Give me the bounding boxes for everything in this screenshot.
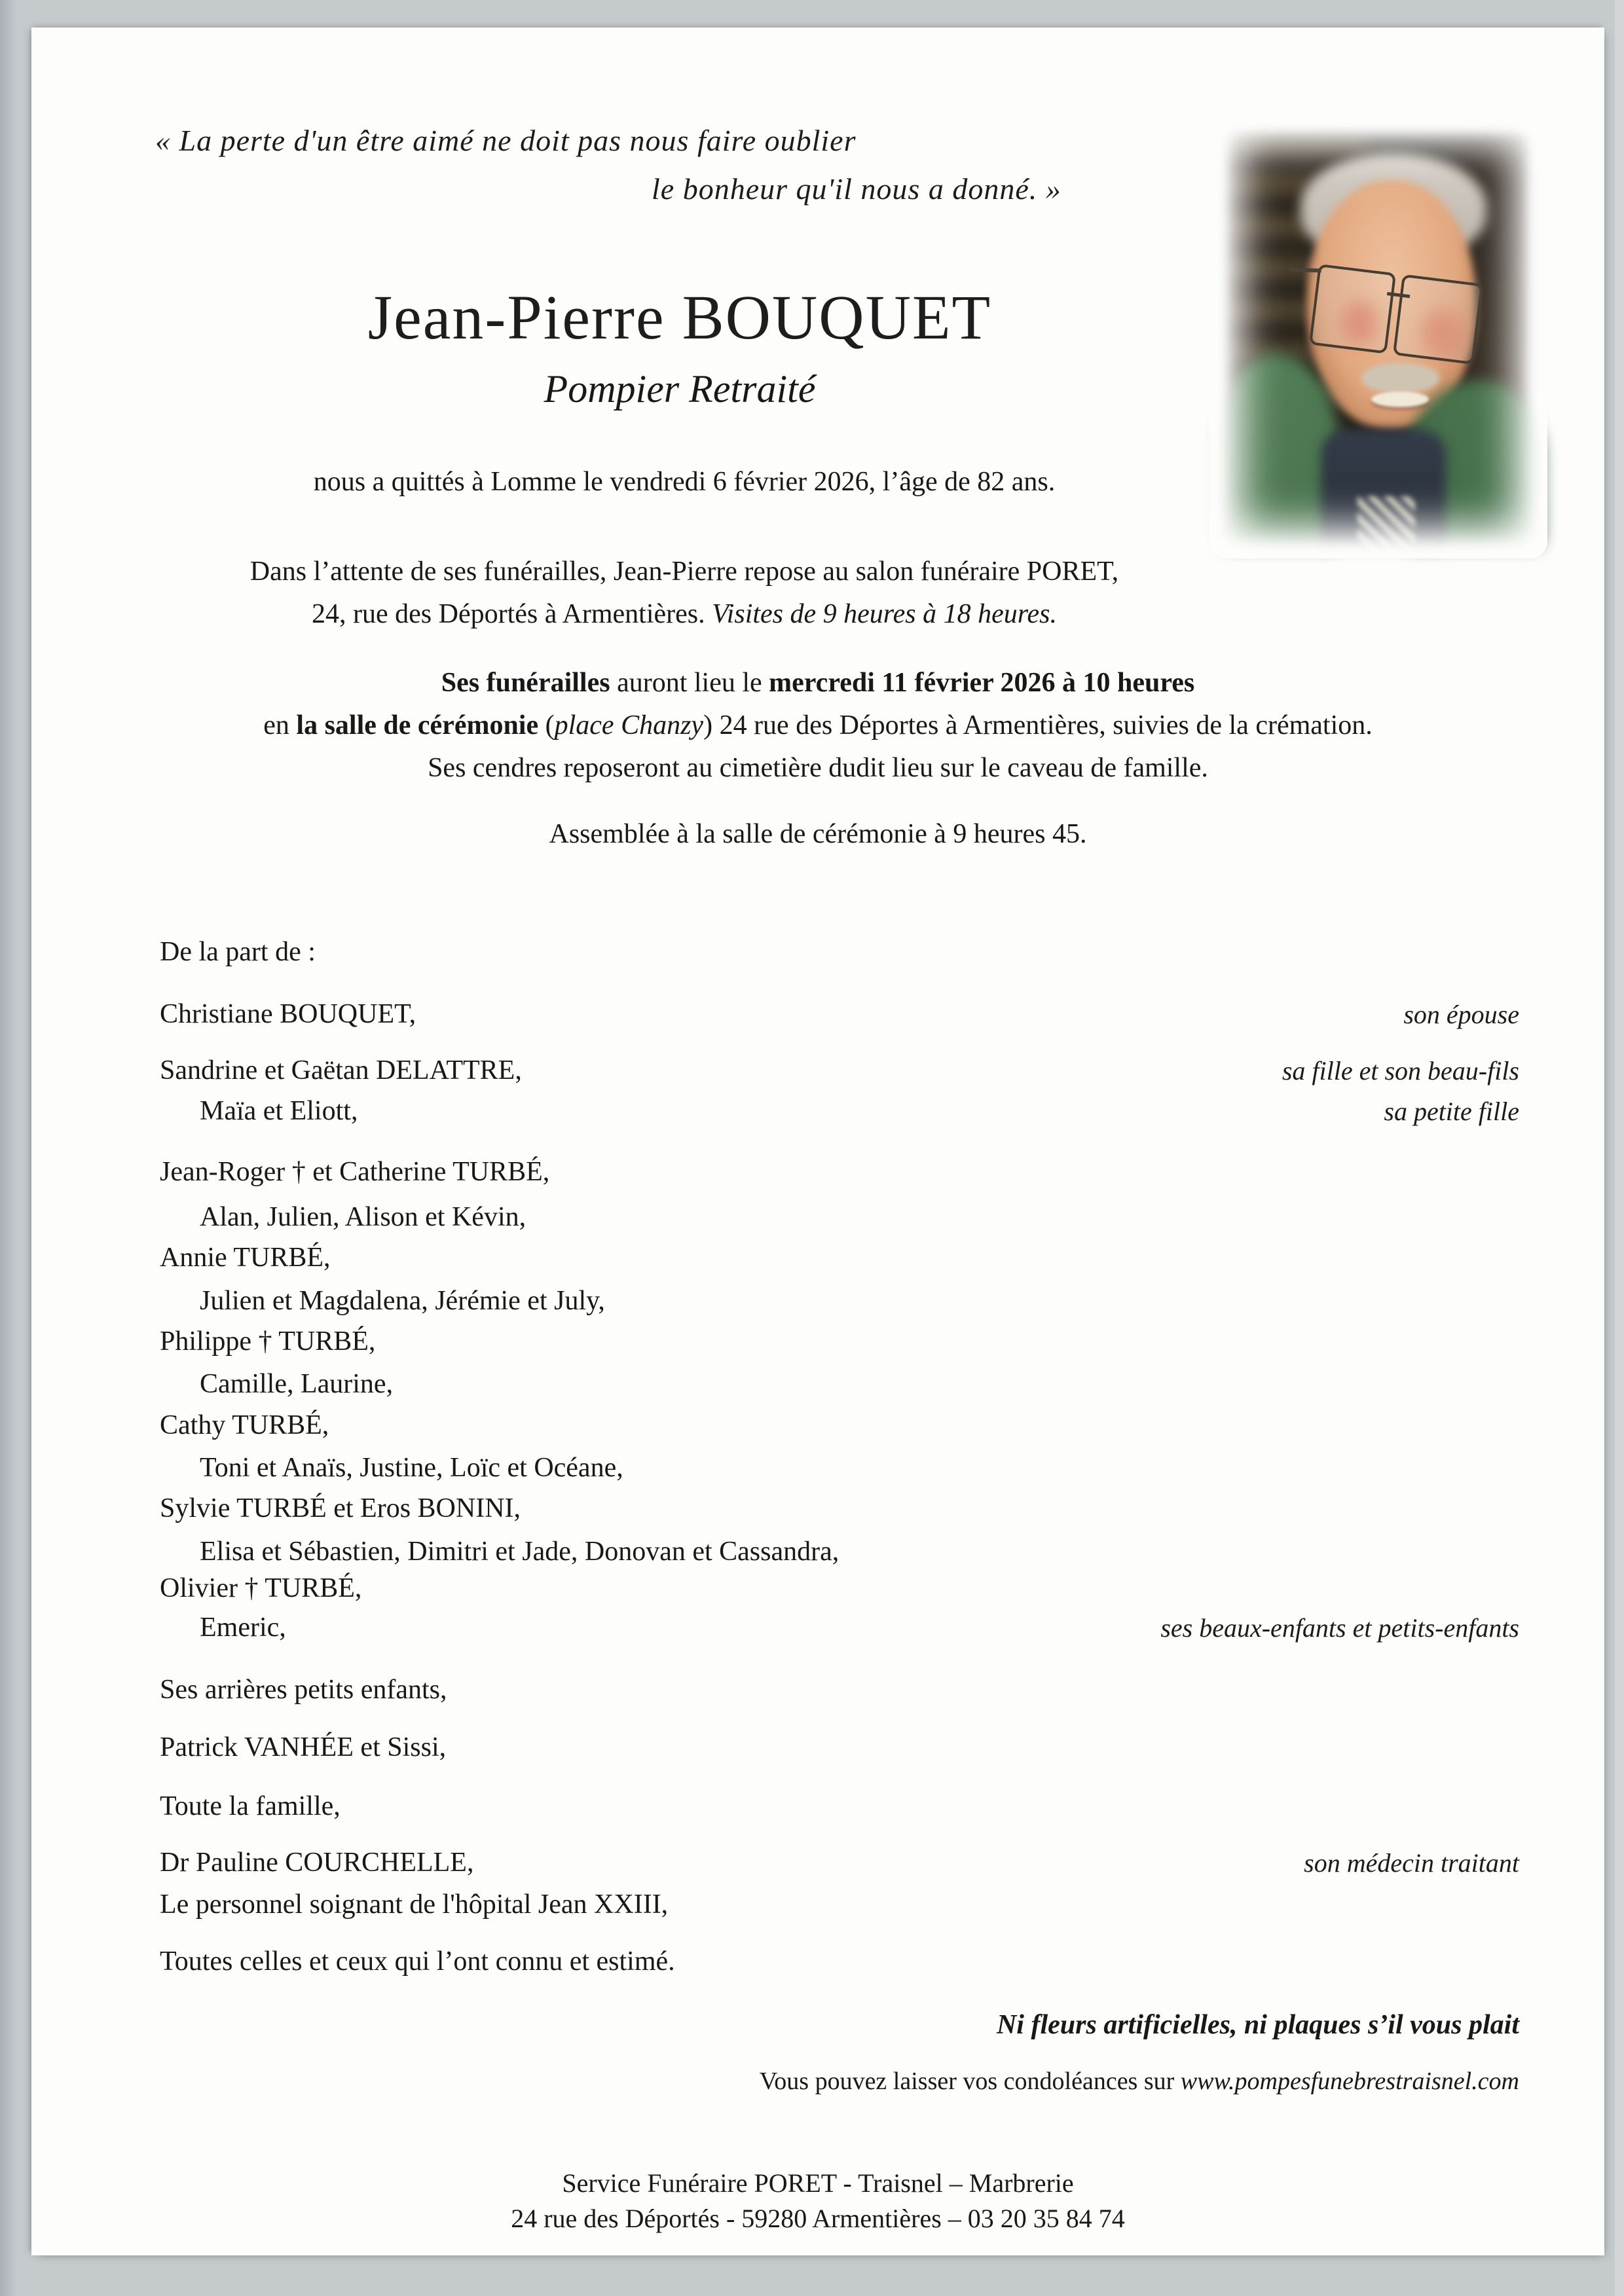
family-line: Alan, Julien, Alison et Kévin, [200, 1202, 526, 1232]
family-line: Maïa et Eliott, [200, 1096, 358, 1126]
family-line: Patrick VANHÉE et Sissi, [160, 1732, 447, 1762]
announcement-page [31, 27, 1604, 2255]
family-line: Dr Pauline COURCHELLE, [160, 1848, 474, 1878]
family-line: Philippe † TURBÉ, [160, 1326, 376, 1357]
family-line: Annie TURBÉ, [160, 1243, 331, 1273]
condolences-website: www.pompesfunebrestraisnel.com [1180, 2068, 1519, 2095]
family-line: Cathy TURBÉ, [160, 1410, 329, 1440]
family-line: Christiane BOUQUET, [160, 999, 416, 1029]
ashes-line: Ses cendres reposeront au cimetière dudit lieu sur le caveau de famille. [428, 753, 1208, 783]
family-line: Ses arrières petits enfants, [160, 1675, 447, 1705]
family-line: Sylvie TURBÉ et Eros BONINI, [160, 1493, 521, 1523]
relationship-annotation: ses beaux-enfants et petits-enfants [1160, 1613, 1519, 1643]
scanner-background-left-edge [0, 0, 17, 2296]
relationship-annotation: sa petite fille [1384, 1097, 1519, 1126]
assembly-line: Assemblée à la salle de cérémonie à 9 heures 45. [549, 819, 1087, 849]
family-line: Toutes celles et ceux qui l’ont connu et estimé. [160, 1946, 675, 1977]
deceased-name: Jean-Pierre BOUQUET [367, 282, 992, 352]
memorial-quote-line-2: le bonheur qu'il nous a donné. » [652, 172, 1061, 206]
family-line: Toni et Anaïs, Justine, Loïc et Océane, [200, 1453, 623, 1483]
family-line: Camille, Laurine, [200, 1369, 394, 1399]
family-line: Julien et Magdalena, Jérémie et July, [200, 1286, 605, 1316]
family-line: Jean-Roger † et Catherine TURBÉ, [160, 1157, 550, 1187]
from-label: De la part de : [160, 937, 316, 967]
funeral-home-name: Service Funéraire PORET - Traisnel – Marbrerie [562, 2168, 1074, 2198]
no-flowers-request: Ni fleurs artificielles, ni plaques s’il vous plait [996, 2010, 1519, 2040]
condolences-text: Vous pouvez laisser vos condoléances sur [759, 2068, 1181, 2095]
family-line: Elisa et Sébastien, Dimitri et Jade, Donovan et Cassandra, [200, 1537, 840, 1567]
scanner-background-right-edge [1615, 0, 1624, 2296]
relationship-annotation: son épouse [1403, 1000, 1519, 1029]
funeral-home-address: 24 rue des Déportés - 59280 Armentières – 03 20 35 84 74 [511, 2204, 1125, 2233]
family-line: Emeric, [200, 1613, 286, 1643]
ceremony-post: ) 24 rue des Déportes à Armentières, suivies de la crémation. [703, 710, 1373, 740]
ceremony-place-line [31, 712, 1604, 739]
relationship-annotation: son médecin traitant [1304, 1848, 1519, 1878]
death-notice: nous a quittés à Lomme le vendredi 6 février 2026, l’âge de 82 ans. [313, 467, 1056, 497]
family-line: Le personnel soignant de l'hôpital Jean XXIII, [160, 1889, 669, 1920]
ceremony-room: la salle de cérémonie [296, 710, 539, 740]
family-line: Sandrine et Gaëtan DELATTRE, [160, 1055, 522, 1085]
repose-address: 24, rue des Déportés à Armentières. [312, 599, 712, 629]
ceremony-paren-open: ( [538, 710, 555, 740]
deceased-title: Pompier Retraité [544, 367, 816, 410]
funeral-word: Ses funérailles [441, 668, 610, 698]
relationship-annotation: sa fille et son beau-fils [1282, 1056, 1519, 1085]
funeral-date-line [31, 669, 1604, 697]
repose-line-1: Dans l’attente de ses funérailles, Jean-Pierre repose au salon funéraire PORET, [249, 556, 1119, 587]
ceremony-place-name: place Chanzy [554, 710, 704, 740]
condolences-line [760, 2069, 1519, 2094]
funeral-mid: auront lieu le [610, 668, 769, 698]
family-line: Toute la famille, [160, 1791, 341, 1821]
ceremony-pre: en [263, 710, 297, 740]
visiting-hours: Visites de 9 heures à 18 heures. [712, 599, 1057, 629]
memorial-quote-line-1: « La perte d'un être aimé ne doit pas nous faire oublier [155, 124, 857, 157]
family-line: Olivier † TURBÉ, [160, 1573, 362, 1603]
repose-line-2 [31, 600, 1337, 628]
funeral-datetime: mercredi 11 février 2026 à 10 heures [769, 668, 1195, 698]
